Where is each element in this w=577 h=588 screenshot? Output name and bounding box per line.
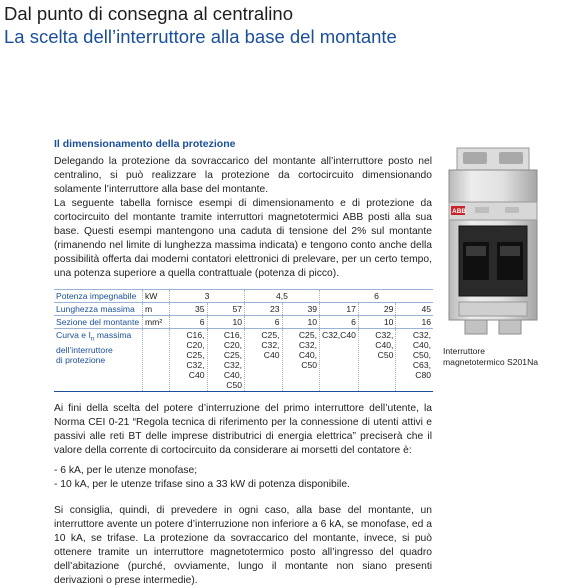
curve-label-part: Curva e I bbox=[56, 330, 91, 340]
caption-line: magnetotermico S201Na bbox=[443, 357, 539, 367]
cell-line: C25, C32, bbox=[186, 350, 205, 370]
row-unit: mm² bbox=[143, 316, 170, 329]
row-unit: m bbox=[143, 303, 170, 316]
table-cell bbox=[207, 329, 245, 392]
cell-line: C80 bbox=[415, 370, 431, 380]
table-cell: 6 bbox=[245, 316, 283, 329]
table-cell bbox=[170, 329, 208, 392]
cell-line: C25, C32, bbox=[261, 330, 280, 350]
table-cell: 10 bbox=[207, 316, 245, 329]
caption-line: Interruttore bbox=[443, 346, 486, 356]
cell-line: C40, C50 bbox=[298, 350, 317, 370]
table-cell: 4,5 bbox=[245, 290, 320, 303]
row-label: Sezione del montante bbox=[54, 316, 143, 329]
table-row-curve bbox=[54, 329, 433, 392]
paragraph-recommendation: Si consiglia, quindi, di prevedere in ogni caso, alla base del montante, un interruttore avente un potere d’interruzione non inferiore a 6 kA, se monofase, ed a 10 kA, se trifase. La protezione da sovraccarico del montante, invece, si può ottenere tramite un interruttore magnetotermico posto all’ingresso del quadro dell’abitazione (purché, ovviamente, lungo il montante non siano presenti derivazioni o prese intermedie). bbox=[54, 505, 432, 586]
cell-line: C40, C50 bbox=[223, 370, 242, 390]
row-label bbox=[54, 329, 143, 392]
cell-line: C16, C20, bbox=[186, 330, 205, 350]
image-caption bbox=[443, 346, 538, 368]
curve-label-part: massima bbox=[94, 330, 132, 340]
table-cell bbox=[320, 329, 359, 392]
sizing-table bbox=[54, 289, 433, 392]
curve-label-line: di protezione bbox=[56, 354, 106, 365]
curve-label-subscript: n bbox=[90, 335, 95, 343]
cell-line: C32,C40 bbox=[322, 330, 356, 340]
table-row-power bbox=[54, 290, 433, 303]
table-cell bbox=[245, 329, 283, 392]
list-item: - 6 kA, per le utenze monofase; bbox=[54, 465, 198, 476]
table-cell: 57 bbox=[207, 303, 245, 316]
row-label: Potenza impegnabile bbox=[54, 290, 143, 303]
table-cell: 6 bbox=[320, 316, 359, 329]
table-cell: 6 bbox=[320, 290, 434, 303]
table-cell: 16 bbox=[396, 316, 433, 329]
table-cell: 35 bbox=[170, 303, 208, 316]
cell-line: C25, C32, bbox=[298, 330, 317, 350]
page-subtitle: La scelta dell’interruttore alla base del montante bbox=[4, 26, 397, 47]
cell-line: C32, C40, bbox=[412, 330, 431, 350]
paragraph-table-intro: La seguente tabella fornisce esempi di dimensionamento e di protezione da cortocircuito del montante tramite interruttori magnetotermici ABB posti alla sua base. Questi esempi mantengono una caduta di tensione del 2% sul montante (rimanendo nel limite di lunghezza massima indicata) e tengono conto anche della possibilità offerta dai moderni contatori elettronici di prelevare, per un certo tempo, una potenza superiore a quella contrattuale (potenza di picco). bbox=[54, 198, 432, 279]
table-cell: 10 bbox=[358, 316, 396, 329]
abb-logo-text: ABB bbox=[452, 208, 467, 215]
cell-line: C32, C40, bbox=[375, 330, 394, 350]
paragraph-norma: Ai fini della scelta del potere d’interruzione del primo interruttore dell’utente, la Norma CEI 0-21 “Regola tecnica di riferimento per la connessione di utenti attivi e passivi alle reti BT delle imprese distributrici di energia elettrica” preciserà che il valore della corrente di cortocircuito da considerare ai morsetti del contatore è: bbox=[54, 403, 432, 456]
row-unit bbox=[143, 329, 170, 392]
cell-line: C40 bbox=[188, 370, 205, 380]
table-cell: 39 bbox=[282, 303, 320, 316]
cell-line: C16, C20, bbox=[223, 330, 242, 350]
table-cell bbox=[396, 329, 433, 392]
row-label: Lunghezza massima bbox=[54, 303, 143, 316]
cell-line: C50, C63, bbox=[412, 350, 431, 370]
table-cell: 29 bbox=[358, 303, 396, 316]
current-list bbox=[54, 464, 350, 492]
table-cell: 17 bbox=[320, 303, 359, 316]
circuit-breaker-image bbox=[445, 142, 541, 337]
row-unit: kW bbox=[143, 290, 170, 303]
section-heading: Il dimensionamento della protezione bbox=[54, 138, 236, 150]
curve-label-line: dell’interruttore bbox=[56, 344, 113, 355]
paragraph-delegation: Delegando la protezione da sovraccarico del montante all’interruttore posto nel centralino, si può realizzare la protezione da cortocircuito dimensionando solamente l’interruttore alla base del montante. bbox=[54, 156, 432, 195]
table-cell bbox=[282, 329, 320, 392]
table-row-section bbox=[54, 316, 433, 329]
list-item: - 10 kA, per le utenze trifase sino a 33 kW di potenza disponibile. bbox=[54, 479, 350, 490]
page-title: Dal punto di consegna al centralino bbox=[4, 3, 293, 24]
cell-line: C25, C32, bbox=[223, 350, 242, 370]
table-cell: 3 bbox=[170, 290, 245, 303]
table-cell: 6 bbox=[170, 316, 208, 329]
cell-line: C40 bbox=[263, 350, 280, 360]
table-row-length bbox=[54, 303, 433, 316]
table-cell: 23 bbox=[245, 303, 283, 316]
table-cell: 10 bbox=[282, 316, 320, 329]
table-cell bbox=[358, 329, 396, 392]
table-cell: 45 bbox=[396, 303, 433, 316]
cell-line: C50 bbox=[377, 350, 394, 360]
